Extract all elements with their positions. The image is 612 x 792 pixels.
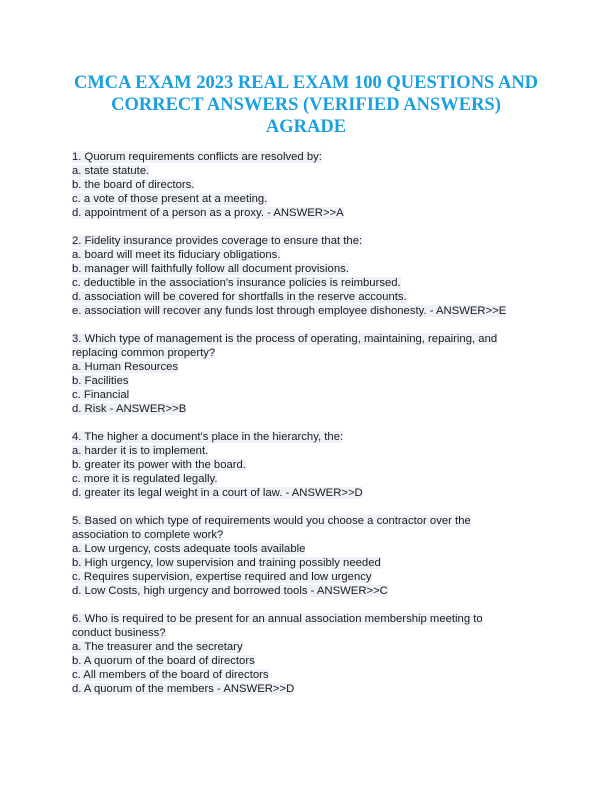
answer-option: d. Low Costs, high urgency and borrowed tools - ANSWER>>C — [72, 585, 388, 597]
answer-option: c. a vote of those present at a meeting. — [72, 193, 268, 205]
question-text-line: 6. Who is required to be present for an annual association membership meeting to — [72, 613, 483, 625]
question-text-line: association to complete work? — [72, 529, 224, 541]
answer-option: d. greater its legal weight in a court of law. - ANSWER>>D — [72, 487, 363, 499]
answer-option: b. the board of directors. — [72, 179, 195, 191]
question-text — [72, 332, 572, 360]
answer-option: c. All members of the board of directors — [72, 669, 269, 681]
question-text-line: 1. Quorum requirements conflicts are resolved by: — [72, 151, 322, 163]
answer-option: a. The treasurer and the secretary — [72, 641, 243, 653]
answer-option: c. deductible in the association's insurance policies is reimbursed. — [72, 277, 401, 289]
question-text-line: replacing common property? — [72, 347, 216, 359]
question-6 — [72, 612, 572, 696]
question-text — [72, 430, 572, 444]
answer-option: e. association will recover any funds lost through employee dishonesty. - ANSWER>>E — [72, 305, 507, 317]
title-line: AGRADE — [265, 117, 347, 137]
answer-option: b. A quorum of the board of directors — [72, 655, 255, 667]
answer-option: b. High urgency, low supervision and training possibly needed — [72, 557, 381, 569]
answer-option: a. state statute. — [72, 165, 150, 177]
question-text-line: conduct business? — [72, 627, 166, 639]
question-1 — [72, 150, 572, 220]
answer-option: a. Low urgency, costs adequate tools available — [72, 543, 306, 555]
answer-option: b. Facilities — [72, 375, 129, 387]
answer-option: d. appointment of a person as a proxy. - ANSWER>>A — [72, 207, 344, 219]
question-text — [72, 514, 572, 542]
answer-option: d. Risk - ANSWER>>B — [72, 403, 187, 415]
answer-option: a. harder it is to implement. — [72, 445, 209, 457]
question-text-line: 2. Fidelity insurance provides coverage to ensure that the: — [72, 235, 363, 247]
answer-option: c. Financial — [72, 389, 130, 401]
answer-option: c. more it is regulated legally. — [72, 473, 218, 485]
question-text-line: 4. The higher a document's place in the hierarchy, the: — [72, 431, 344, 443]
answer-option: a. Human Resources — [72, 361, 179, 373]
question-text — [72, 612, 572, 640]
question-list — [72, 150, 572, 710]
question-5 — [72, 514, 572, 598]
question-3 — [72, 332, 572, 416]
answer-option: c. Requires supervision, expertise required and low urgency — [72, 571, 372, 583]
question-text-line: 3. Which type of management is the process of operating, maintaining, repairing, and — [72, 333, 498, 345]
document-title — [40, 72, 572, 138]
question-2 — [72, 234, 572, 318]
question-text-line: 5. Based on which type of requirements would you choose a contractor over the — [72, 515, 471, 527]
answer-option: b. manager will faithfully follow all document provisions. — [72, 263, 349, 275]
title-line: CORRECT ANSWERS (VERIFIED ANSWERS) — [111, 95, 501, 115]
answer-option: d. A quorum of the members - ANSWER>>D — [72, 683, 295, 695]
answer-option: a. board will meet its fiduciary obligations. — [72, 249, 281, 261]
question-text — [72, 234, 572, 248]
question-4 — [72, 430, 572, 500]
answer-option: b. greater its power with the board. — [72, 459, 246, 471]
answer-option: d. association will be covered for shortfalls in the reserve accounts. — [72, 291, 407, 303]
question-text — [72, 150, 572, 164]
title-line: CMCA EXAM 2023 REAL EXAM 100 QUESTIONS AND — [73, 73, 539, 93]
